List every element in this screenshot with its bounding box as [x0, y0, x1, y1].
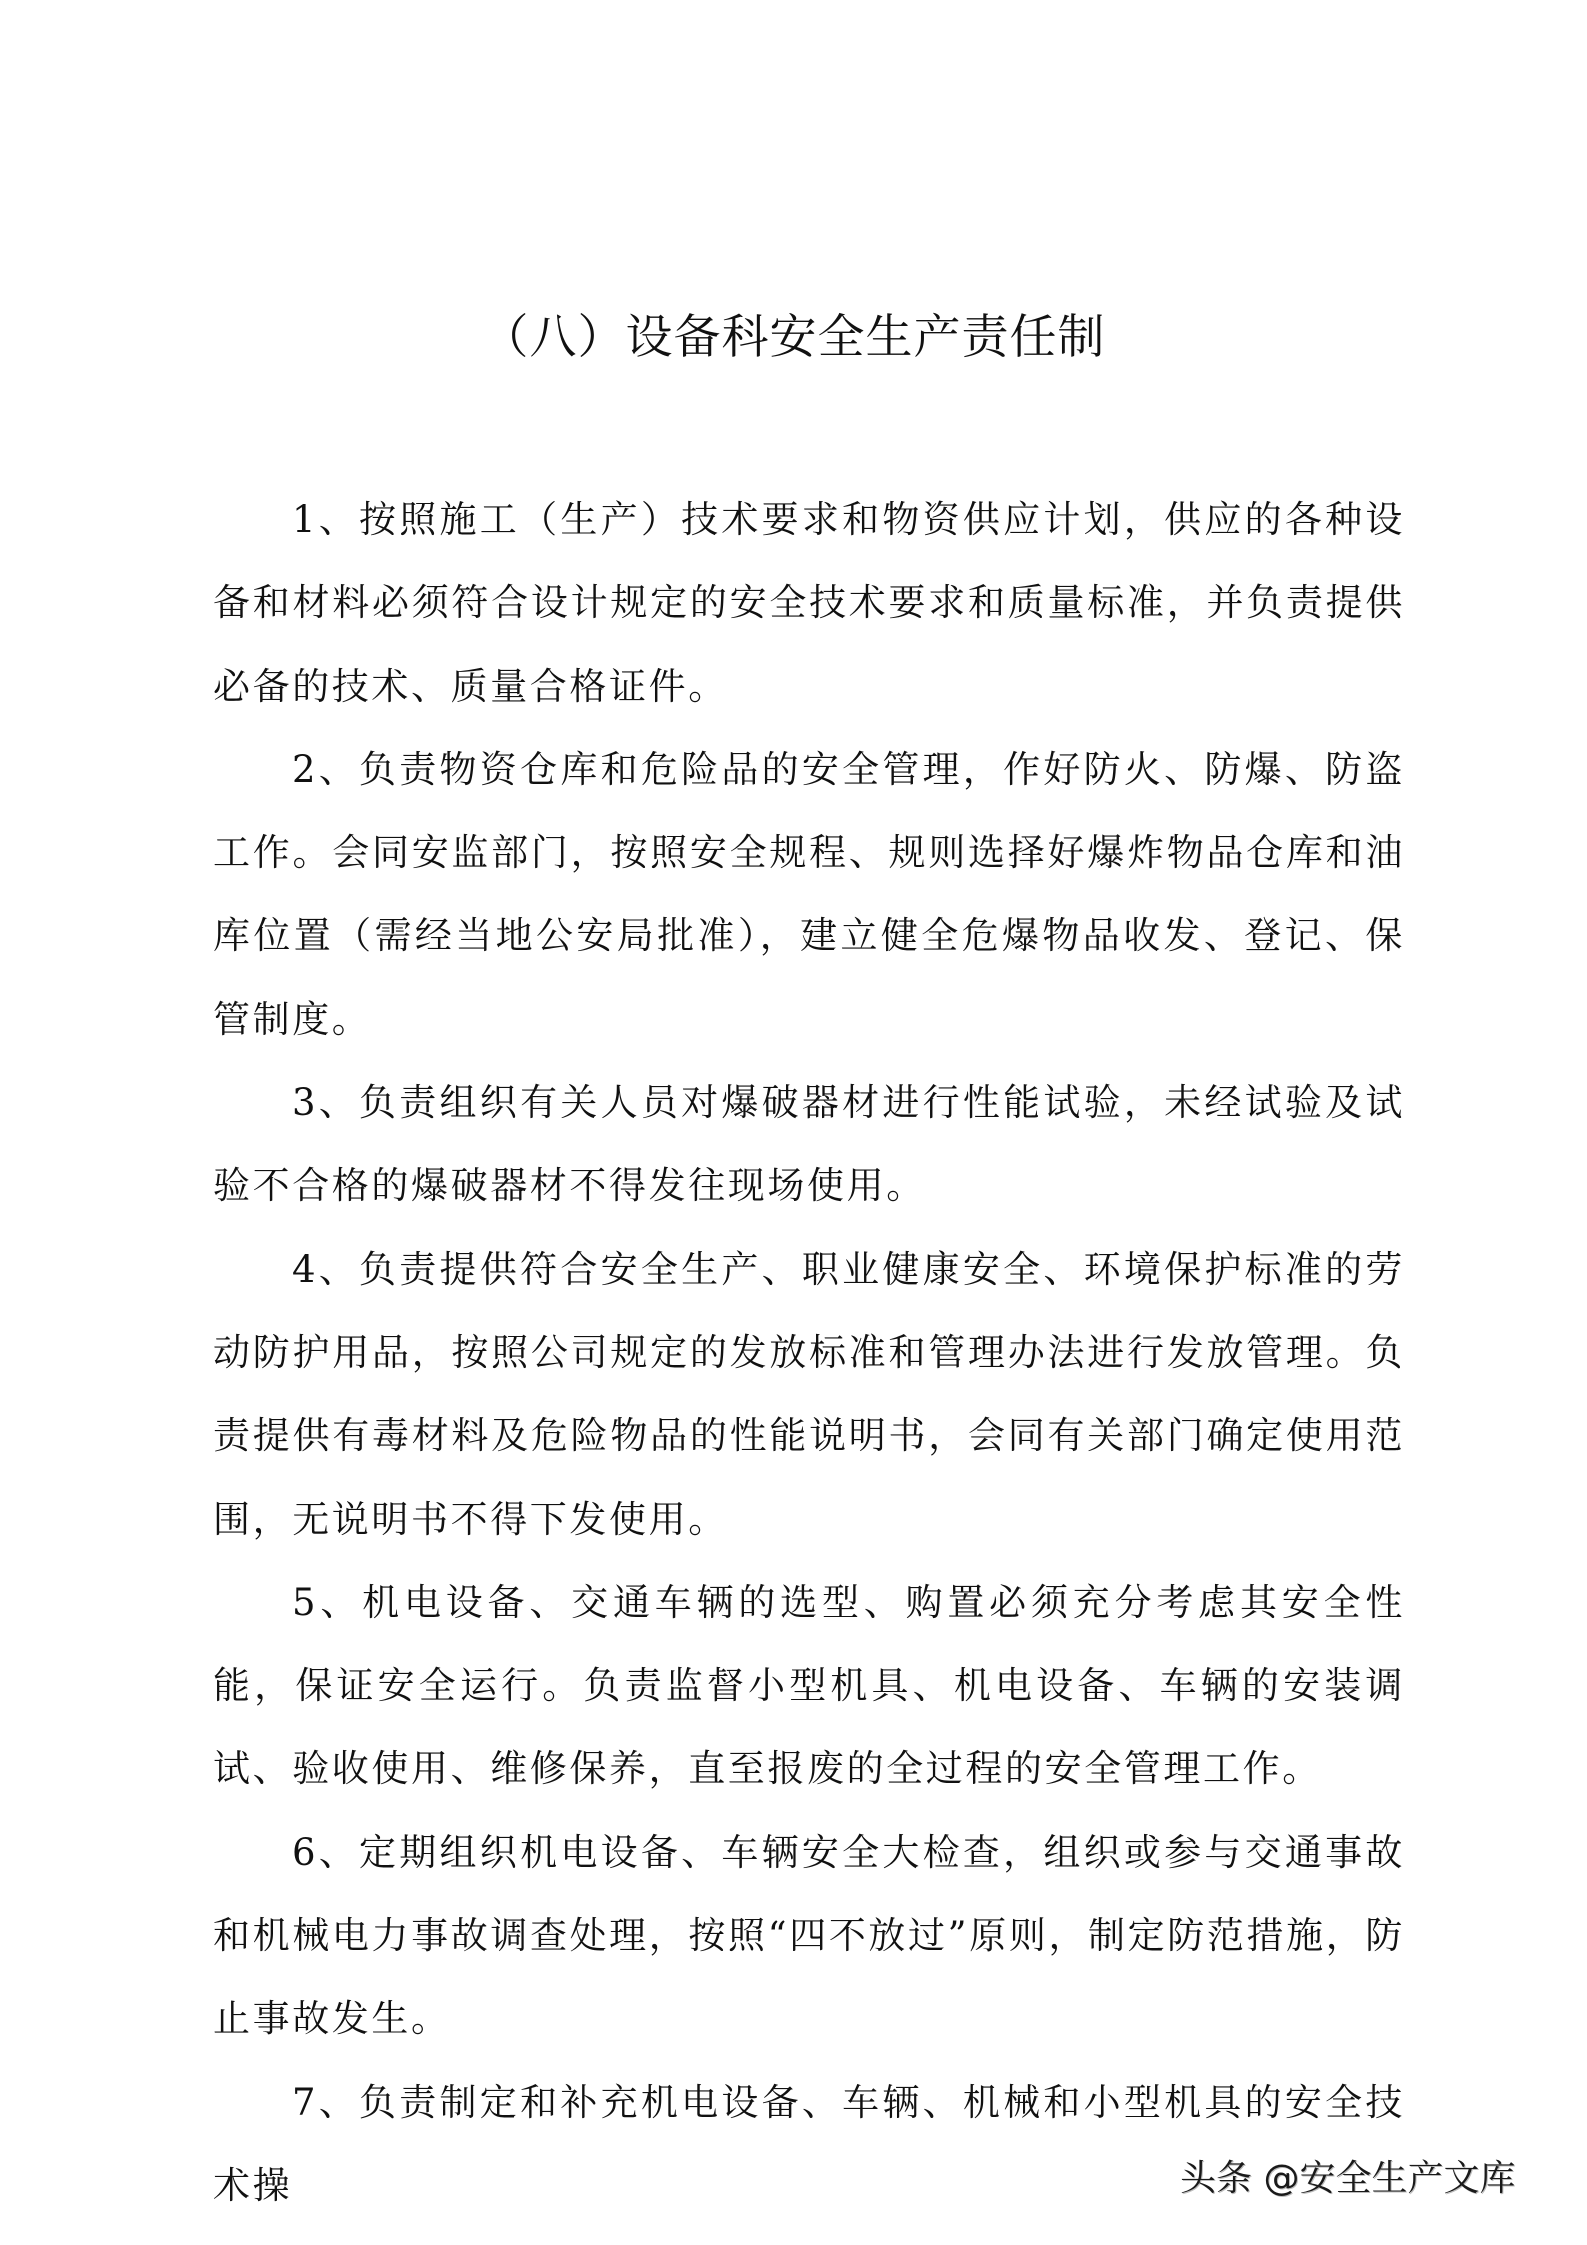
paragraph-item-5: 5、机电设备、交通车辆的选型、购置必须充分考虑其安全性能，保证安全运行。负责监督小型机具、机电设备、车辆的安装调试、验收使用、维修保养，直至报废的全过程的安全管理工作。	[213, 1580, 1405, 1791]
paragraph-item-3: 3、负责组织有关人员对爆破器材进行性能试验，未经试验及试验不合格的爆破器材不得发往现场使用。	[213, 1081, 1405, 1208]
paragraph-item-4: 4、负责提供符合安全生产、职业健康安全、环境保护标准的劳动防护用品，按照公司规定的发放标准和管理办法进行发放管理。负责提供有毒材料及危险物品的性能说明书，会同有关部门确定使用范围，无说明书不得下发使用。	[213, 1247, 1405, 1541]
paragraph-item-1: 1、按照施工（生产）技术要求和物资供应计划，供应的各种设备和材料必须符合设计规定的安全技术要求和质量标准，并负责提供必备的技术、质量合格证件。	[213, 498, 1405, 708]
paragraph-item-7: 7、负责制定和补充机电设备、车辆、机械和小型机具的安全技术操	[213, 2080, 1405, 2207]
document-body	[213, 478, 1405, 2227]
paragraph-item-6: 6、定期组织机电设备、车辆安全大检查，组织或参与交通事故和机械电力事故调查处理，按照“四不放过”原则，制定防范措施，防止事故发生。	[213, 1830, 1405, 2041]
source-watermark: 头条 @安全生产文库	[1180, 2158, 1516, 2199]
paragraph-item-2: 2、负责物资仓库和危险品的安全管理，作好防火、防爆、防盗工作。会同安监部门，按照安全规程、规则选择好爆炸物品仓库和油库位置（需经当地公安局批准），建立健全危爆物品收发、登记、保管制度。	[213, 747, 1405, 1041]
document-title: （八）设备科安全生产责任制	[481, 310, 1106, 365]
